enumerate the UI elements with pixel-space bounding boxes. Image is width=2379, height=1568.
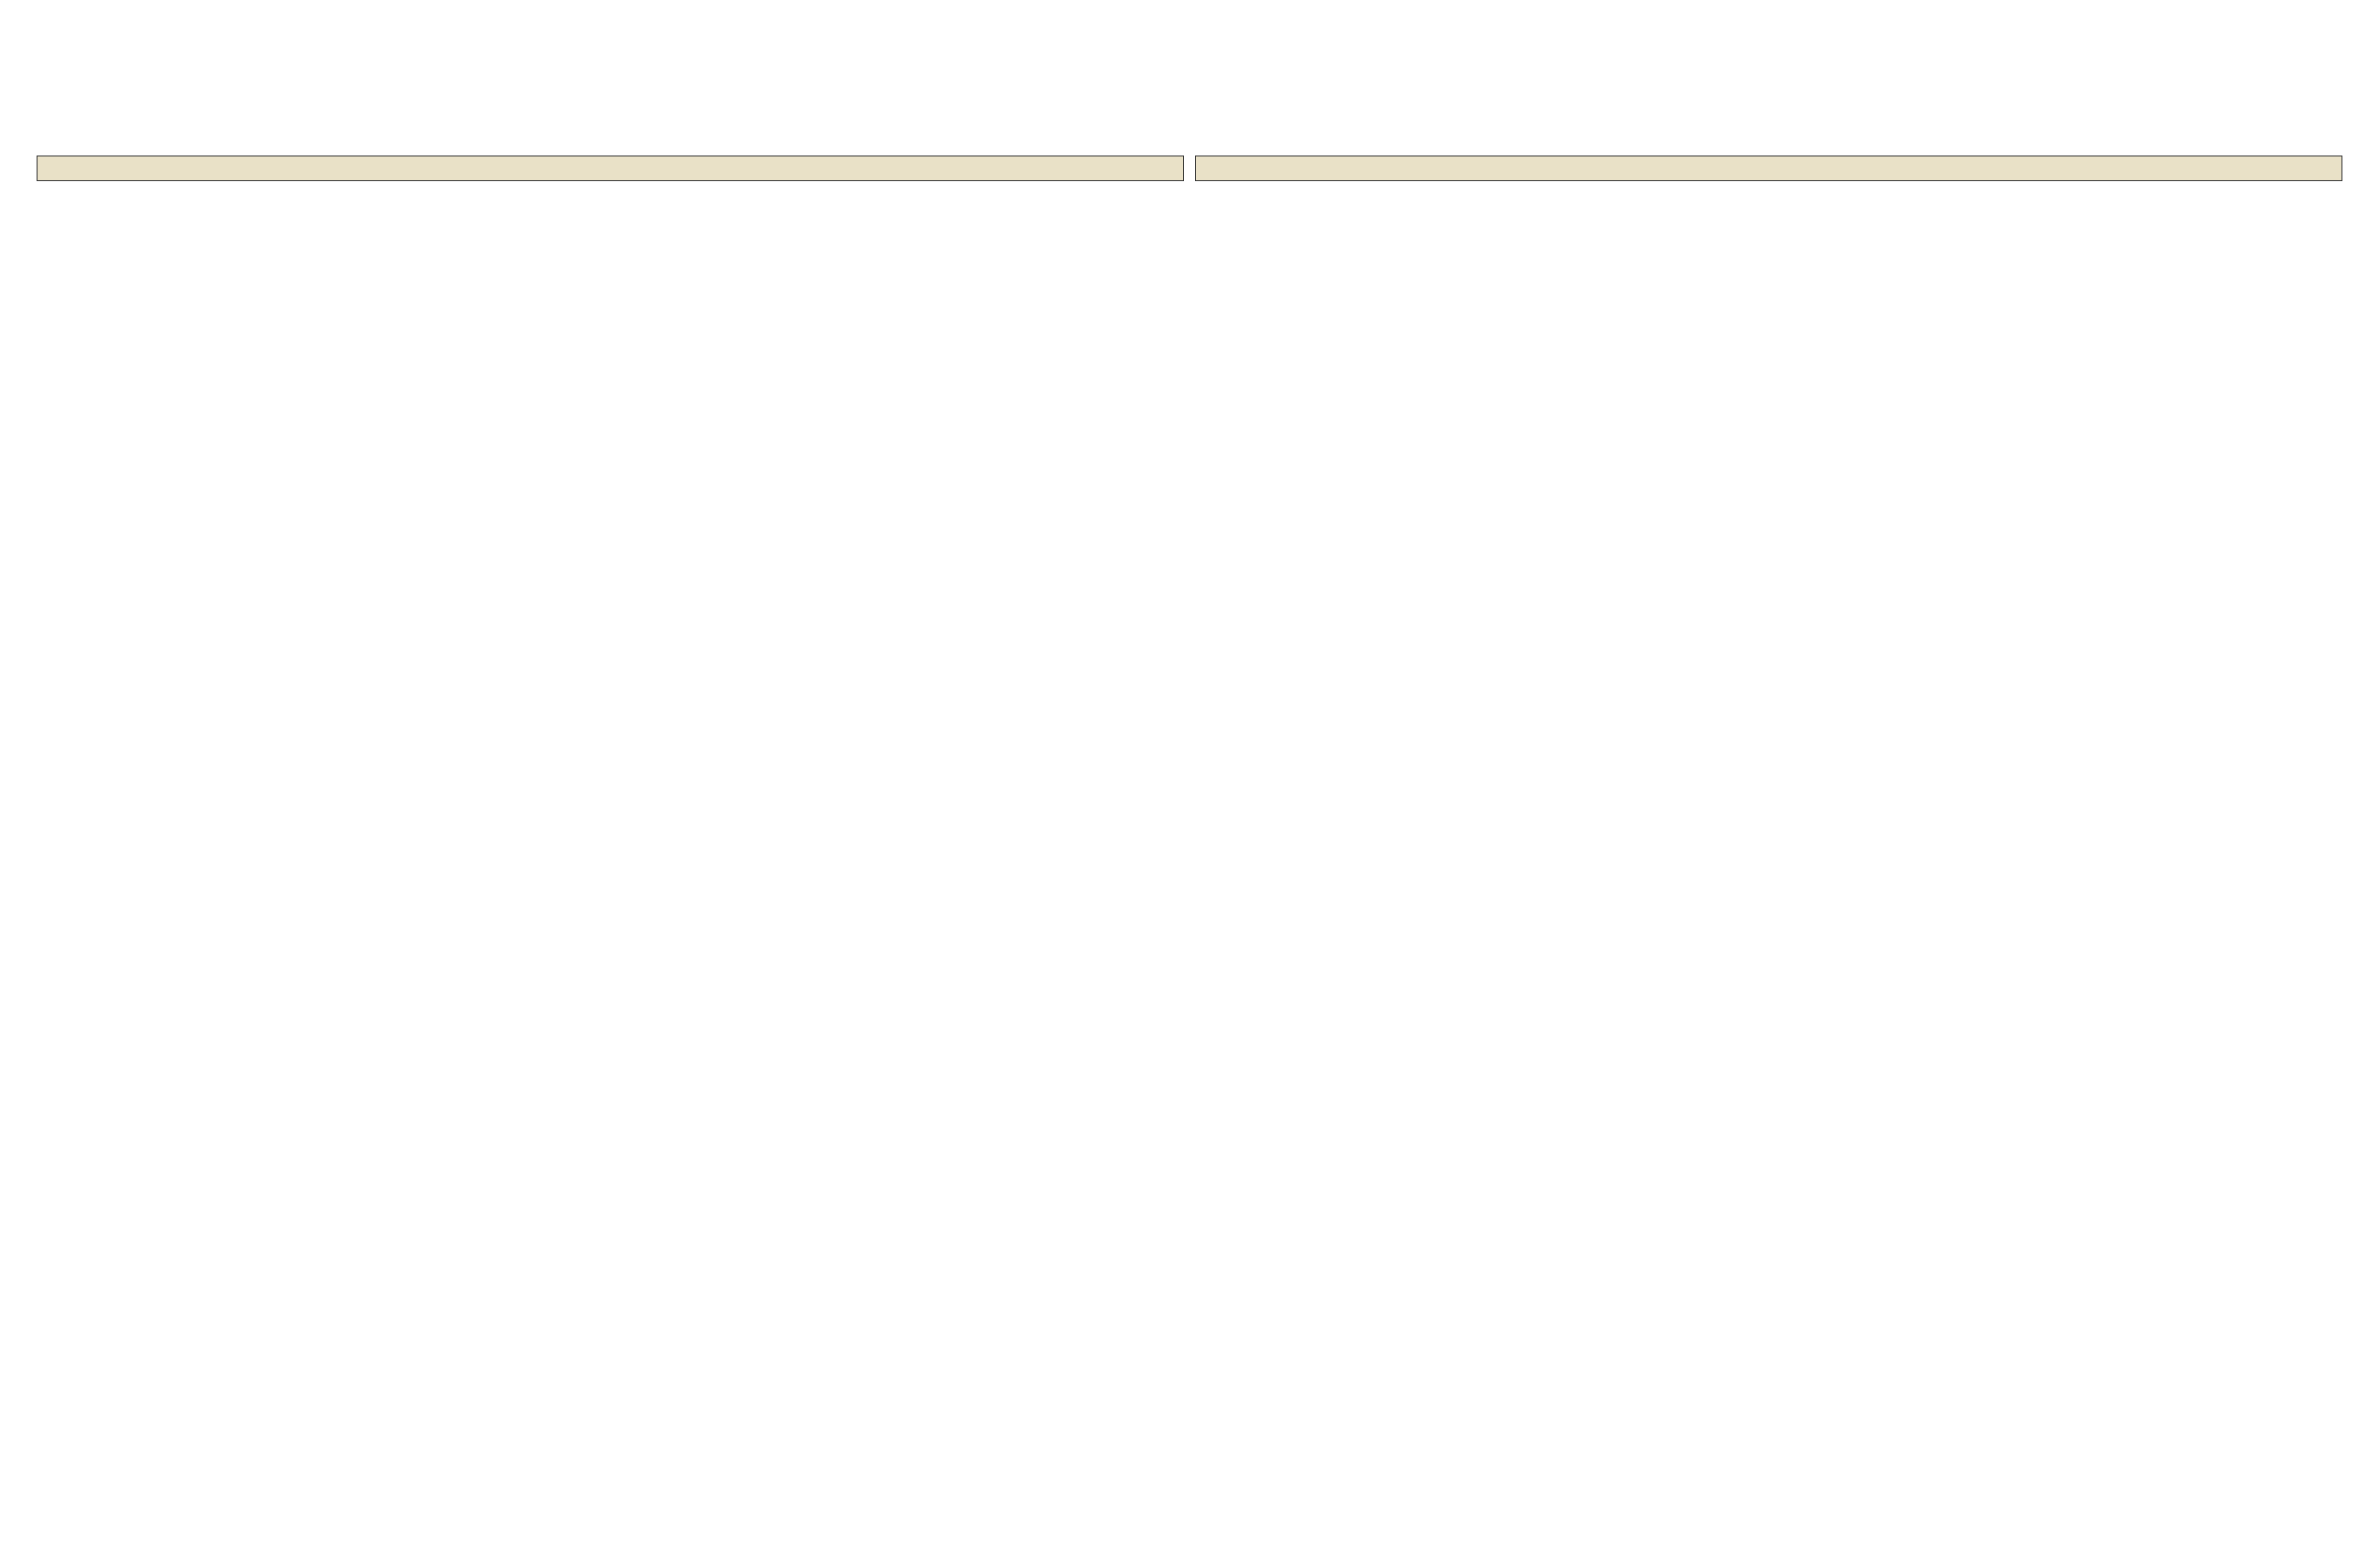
header — [0, 0, 2379, 151]
right-table-header-row — [1196, 156, 2342, 181]
tables-area — [37, 156, 2342, 1285]
left-table-header-row — [38, 156, 1184, 181]
right-table-column — [1195, 156, 2342, 1285]
page-title — [1830, 37, 2342, 137]
left-table-column — [37, 156, 1184, 1285]
left-table — [37, 156, 1184, 1285]
right-table — [1195, 156, 2342, 1285]
